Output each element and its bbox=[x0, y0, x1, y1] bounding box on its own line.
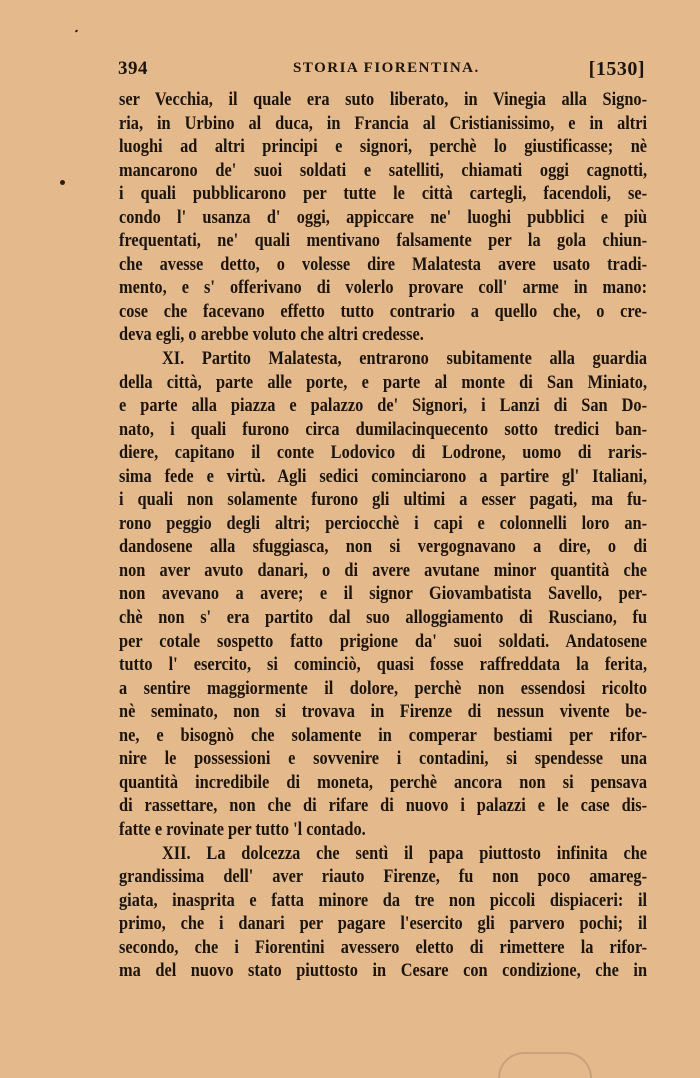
text-line: ma del nuovo stato piuttosto in Cesare con condizione, che in bbox=[119, 960, 648, 982]
text-line: per cotale sospetto fatto prigione da' suoi soldati. Andatosene bbox=[119, 630, 648, 652]
page-number: 394 bbox=[118, 58, 148, 79]
text-line: a sentire maggiormente il dolore, perchè non essendosi ricolto bbox=[119, 677, 648, 699]
text-line: nè seminato, non si trovava in Firenze di nessun vivente be- bbox=[119, 701, 648, 723]
text-line: secondo, che i Fiorentini avessero eletto di rimettere la rifor- bbox=[119, 936, 648, 958]
text-line: ria, in Urbino al duca, in Francia al Cristianissimo, e in altri bbox=[119, 112, 648, 134]
text-line: nire le possessioni e sovvenire i contadini, si spendesse una bbox=[119, 748, 648, 770]
text-line: giata, inasprita e fatta minore da tre non piccoli dispiaceri: il bbox=[119, 889, 648, 911]
text-line: i quali pubblicarono per tutte le città cartegli, facendoli, se- bbox=[119, 183, 648, 205]
text-line: non avevano a avere; e il signor Giovambatista Savello, per- bbox=[119, 583, 648, 605]
margin-dot bbox=[60, 180, 65, 185]
section-heading-line: XI. Partito Malatesta, entrarono subitamente alla guardia bbox=[162, 348, 648, 370]
text-line: della città, parte alle porte, e parte al monte di San Miniato, bbox=[119, 371, 648, 393]
faint-watermark bbox=[498, 1052, 592, 1078]
text-line: chè non s' era partito dal suo alloggiamento di Rusciano, fu bbox=[119, 607, 648, 629]
text-line: condo l' usanza d' oggi, appiccare ne' luoghi pubblici e più bbox=[119, 206, 648, 228]
running-header bbox=[118, 58, 645, 84]
text-line: grandissima dell' aver riauto Firenze, fu non poco amareg- bbox=[119, 866, 648, 888]
text-line: mancarono de' suoi soldati e satelliti, chiamati oggi cagnotti, bbox=[119, 159, 648, 181]
text-line: mento, e s' offerivano di volerlo provare coll' arme in mano: bbox=[119, 277, 648, 299]
text-line: quantità incredibile di moneta, perchè ancora non si pensava bbox=[119, 771, 648, 793]
body-text bbox=[119, 88, 647, 983]
text-line: diere, capitano il conte Lodovico di Lodrone, uomo di raris- bbox=[119, 442, 648, 464]
header-year: [1530] bbox=[588, 58, 645, 80]
text-line: rono peggio degli altri; perciocchè i capi e colonnelli loro an- bbox=[119, 512, 648, 534]
text-line: tutto l' esercito, si cominciò, quasi fosse raffreddata la ferita, bbox=[119, 654, 648, 676]
ink-speck bbox=[75, 29, 79, 32]
text-line: sima fede e virtù. Agli sedici cominciarono a partire gl' Italiani, bbox=[119, 465, 648, 487]
text-line: deva egli, o arebbe voluto che altri credesse. bbox=[119, 324, 424, 346]
running-title: STORIA FIORENTINA. bbox=[293, 60, 480, 76]
text-line: ser Vecchia, il quale era suto liberato, in Vinegia alla Signo- bbox=[119, 89, 648, 110]
text-line: ne, e bisognò che solamente in comperar bestiami per rifor- bbox=[119, 724, 648, 746]
text-line: nato, i quali furono circa dumilacinquecento sotto tredici ban- bbox=[119, 418, 648, 440]
text-line: i quali non solamente furono gli ultimi a esser pagati, ma fu- bbox=[119, 489, 648, 511]
section-heading-line: XII. La dolcezza che sentì il papa piuttosto infinita che bbox=[162, 842, 648, 864]
text-line: e parte alla piazza e palazzo de' Signori, i Lanzi di San Do- bbox=[119, 395, 648, 417]
text-line: fatte e rovinate per tutto 'l contado. bbox=[119, 818, 366, 840]
text-line: che avesse detto, o volesse dire Malatesta avere usato tradi- bbox=[119, 253, 648, 275]
text-line: luoghi ad altri principi e signori, perchè lo giustificasse; nè bbox=[119, 136, 648, 158]
text-line: dandosene alla sfuggiasca, non si vergognavano a dire, o di bbox=[119, 536, 648, 558]
text-line: cose che facevano effetto tutto contrario a quello che, o cre- bbox=[119, 300, 648, 322]
text-line: frequentati, ne' quali mentivano falsamente per la gola chiun- bbox=[119, 230, 648, 252]
text-line: primo, che i danari per pagare l'esercito gli parvero pochi; il bbox=[119, 913, 648, 935]
text-line: di rassettare, non che di rifare di nuovo i palazzi e le case dis- bbox=[119, 795, 648, 817]
text-line: non aver avuto danari, o di avere avutane minor quantità che bbox=[119, 559, 648, 581]
